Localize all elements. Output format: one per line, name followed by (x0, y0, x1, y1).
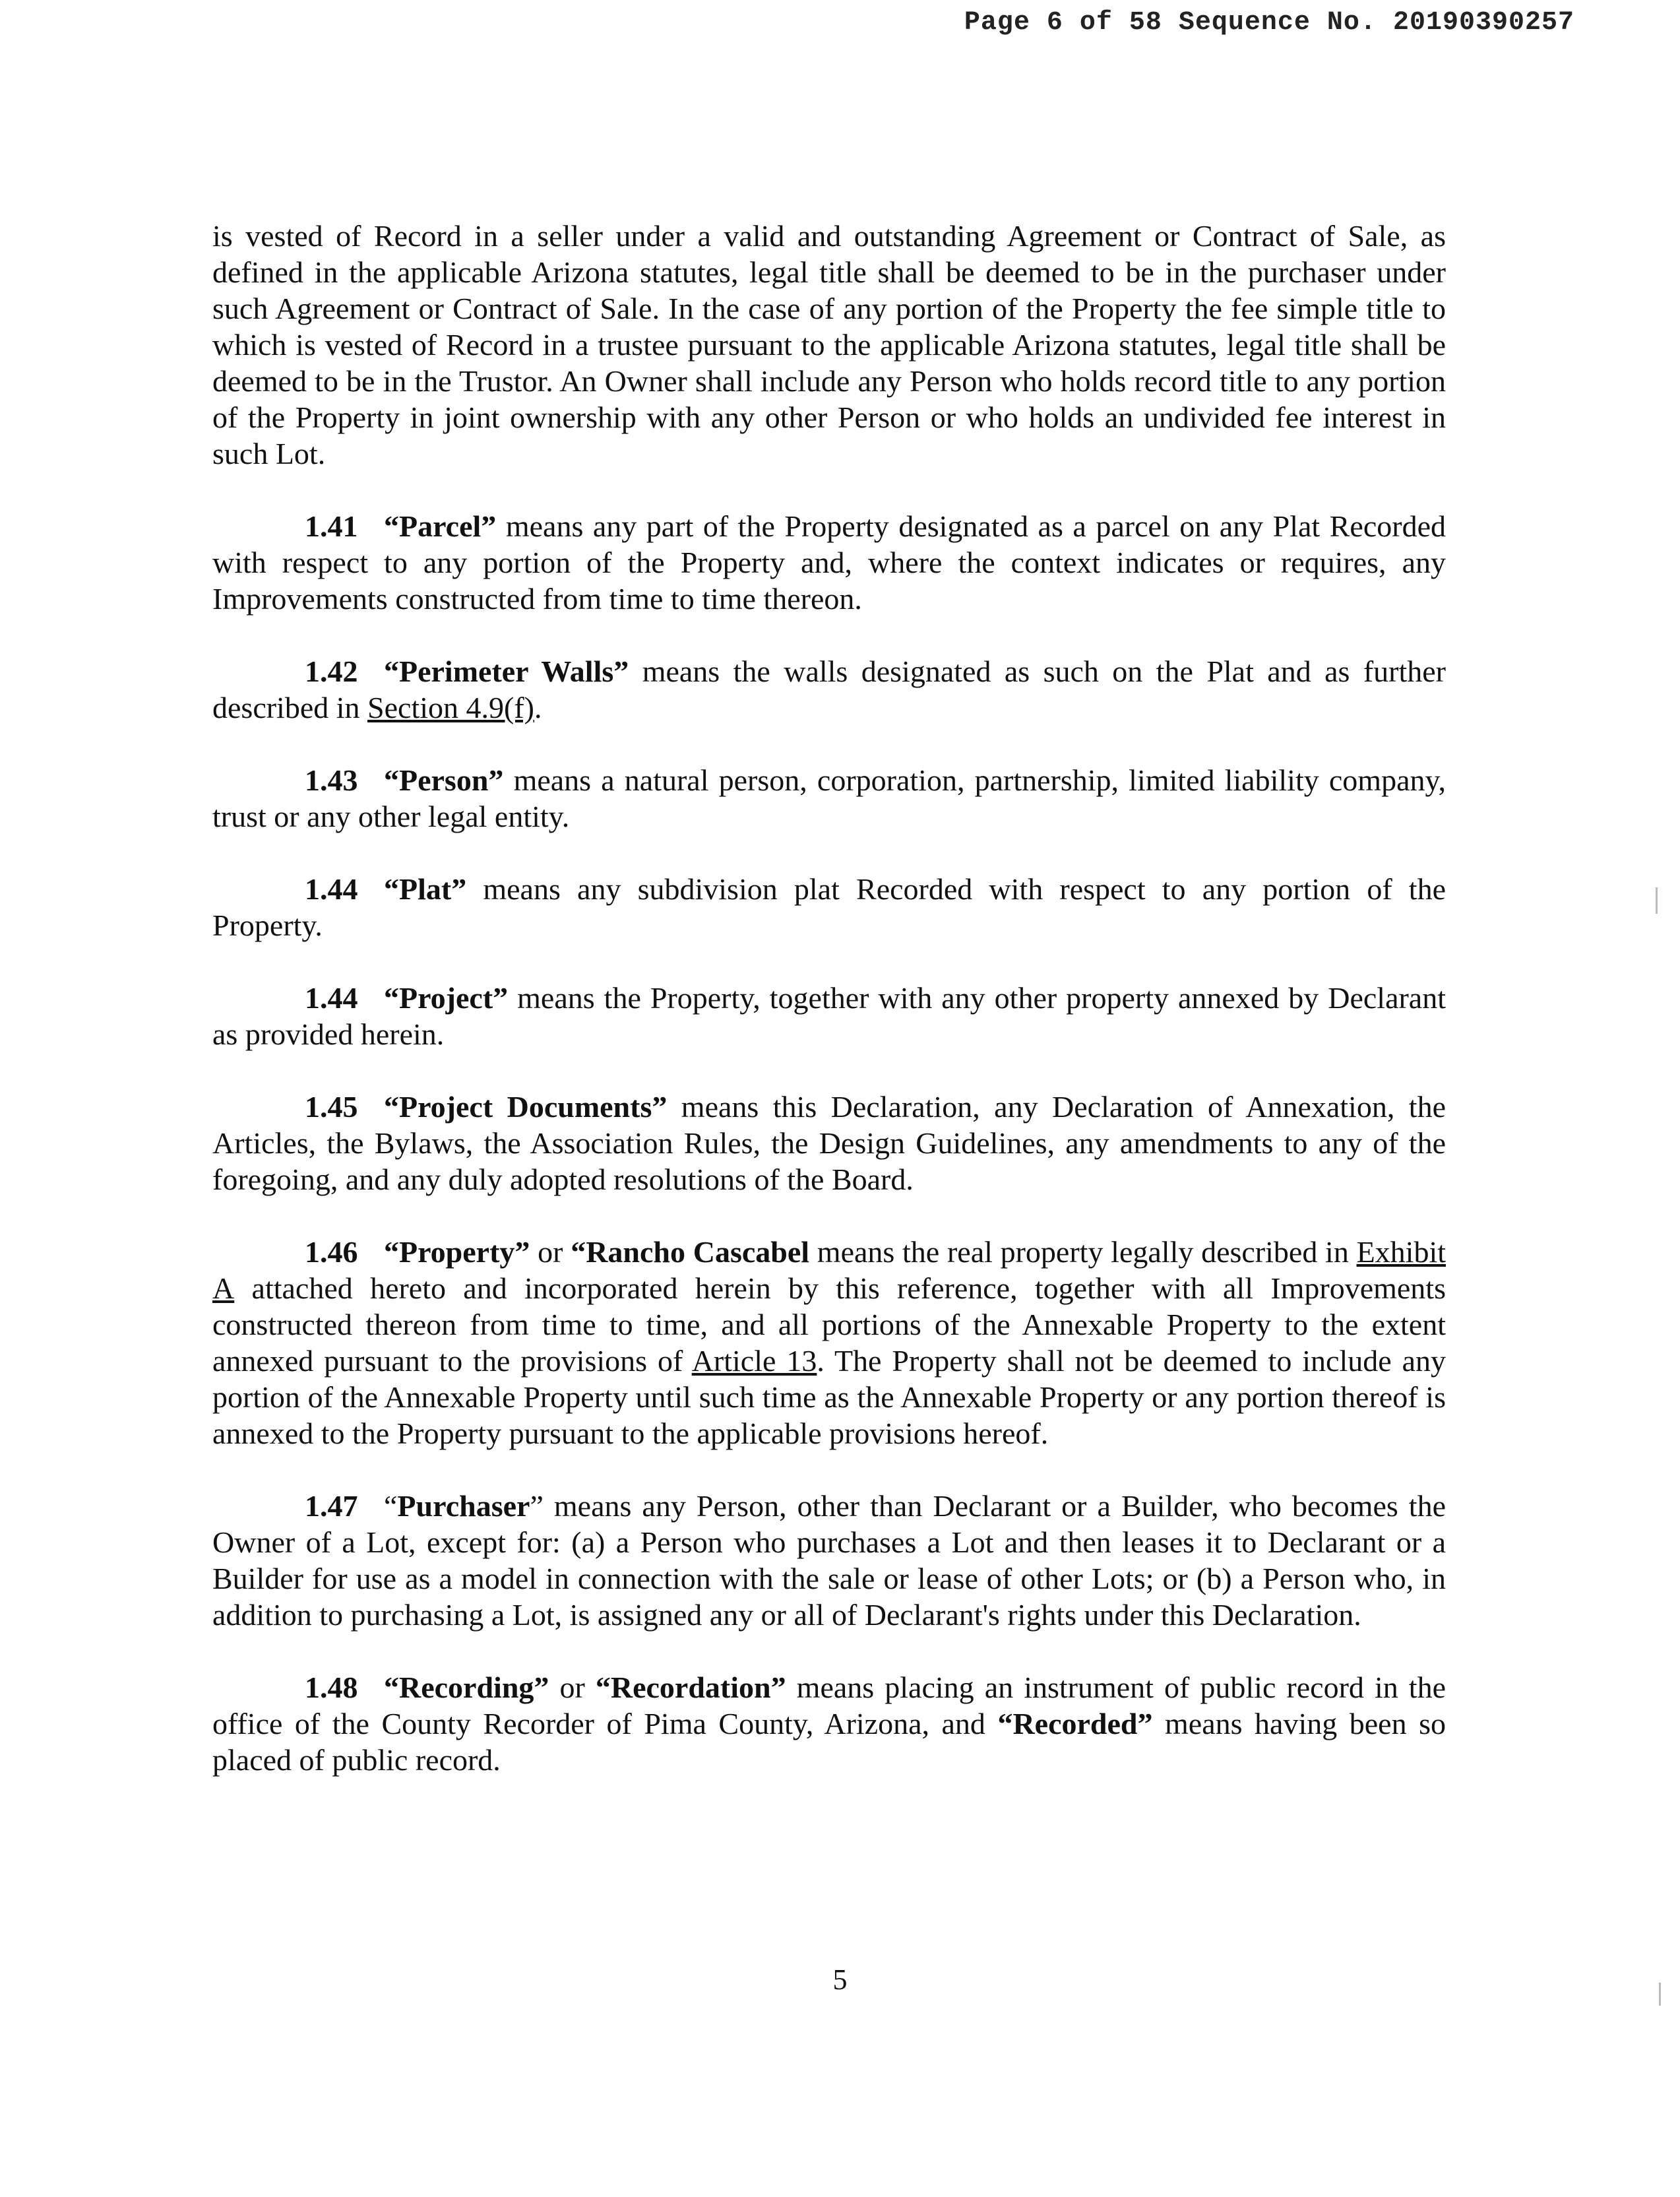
defined-term-alt: “Rancho Cascabel (571, 1235, 810, 1269)
page-header: Page 6 of 58 Sequence No. 20190390257 (964, 8, 1574, 38)
section-1-48 (212, 1669, 1446, 1778)
section-number: 1.45 (305, 1090, 358, 1124)
scan-artifact (1659, 1983, 1661, 2006)
defined-term: Purchaser (397, 1489, 530, 1523)
section-number: 1.44 (305, 981, 358, 1015)
section-1-41 (212, 508, 1446, 617)
definition-tail: . The Property shall not be deemed to include any portion of the Annexable Property until such time as the Annexable Property or any portion thereof is annexed to the Property pursuant to the applicable provisions hereof. (212, 1344, 1447, 1450)
article-reference: Article 13 (691, 1344, 817, 1378)
definition-text: means any subdivision plat Recorded with respect to any portion of the Property. (212, 872, 1446, 942)
defined-term-recorded: “Recorded” (997, 1707, 1153, 1740)
definition-text: means a natural person, corporation, partnership, limited liability company, trust or any other legal entity. (212, 763, 1446, 833)
section-number: 1.48 (305, 1671, 358, 1704)
conjunction: or (549, 1671, 596, 1704)
cross-reference: Section 4.9(f) (367, 691, 534, 724)
conjunction: or (530, 1235, 571, 1269)
section-1-43 (212, 762, 1446, 835)
scan-artifact (1656, 887, 1658, 914)
defined-term-alt: “Recordation” (595, 1671, 786, 1704)
quote-close: ” (530, 1489, 544, 1523)
section-1-45 (212, 1089, 1446, 1197)
section-1-42 (212, 653, 1446, 726)
section-1-47 (212, 1488, 1446, 1633)
section-number: 1.47 (305, 1489, 358, 1523)
definition-text: means the Property, together with any other property annexed by Declarant as provided herein. (212, 981, 1446, 1051)
quote-open: “ (384, 1489, 398, 1523)
definition-tail: . (534, 691, 542, 724)
section-number: 1.43 (305, 763, 358, 797)
defined-term: “Parcel” (384, 509, 497, 543)
definition-tail: means having been so placed of public record. (212, 1707, 1446, 1777)
definition-text: means any part of the Property designated as a parcel on any Plat Recorded with respect to any portion of the Property and, where the context indicates or requires, any Improvements constructed from time to time thereon. (212, 509, 1446, 616)
section-number: 1.41 (305, 509, 358, 543)
definition-text-2: attached hereto and incorporated herein by this reference, together with all Improvements constructed thereon from time to time, and all portions of the Annexable Property to the extent annexed pursuant to the provisions of (212, 1271, 1446, 1378)
defined-term: “Project Documents” (384, 1090, 668, 1124)
definition-text: means any Person, other than Declarant or a Builder, who becomes the Owner of a Lot, except for: (a) a Person who purchases a Lot and then leases it to Declarant or a Builder for use as a model in connection with the sale or lease of other Lots; or (b) a Person who, in addition to purchasing a Lot, is assigned any or all of Declarant's rights under this Declaration. (212, 1489, 1446, 1632)
defined-term: “Recording” (384, 1671, 549, 1704)
defined-term: “Perimeter Walls” (384, 654, 629, 688)
document-body (212, 218, 1446, 1814)
defined-term: “Project” (384, 981, 509, 1015)
defined-term: “Plat” (384, 872, 467, 906)
intro-paragraph: is vested of Record in a seller under a valid and outstanding Agreement or Contract of Sale, as defined in the applicable Arizona statutes, legal title shall be deemed to be in the purchaser under such Agreement or Contract of Sale. In the case of any portion of the Property the fee simple title to which is vested of Record in a trustee pursuant to the applicable Arizona statutes, legal title shall be deemed to be in the Trustor. An Owner shall include any Person who holds record title to any portion of the Property in joint ownership with any other Person or who holds an undivided fee interest in such Lot. (212, 219, 1446, 470)
definition-text: means the real property legally described in (809, 1235, 1357, 1269)
page-number: 5 (832, 1963, 848, 1996)
section-1-44-project (212, 980, 1446, 1052)
definition-text: means the walls designated as such on the Plat and as further described in (212, 654, 1446, 724)
section-number: 1.44 (305, 872, 358, 906)
section-number: 1.42 (305, 654, 358, 688)
exhibit-reference: Exhibit A (212, 1235, 1447, 1305)
defined-term: “Person” (384, 763, 504, 797)
section-1-46 (212, 1234, 1446, 1451)
definition-text: means placing an instrument of public record in the office of the County Recorder of Pima County, Arizona, and (212, 1671, 1446, 1740)
section-1-44-plat (212, 871, 1446, 943)
section-number: 1.46 (305, 1235, 358, 1269)
defined-term: “Property” (384, 1235, 530, 1269)
definition-text: means this Declaration, any Declaration of Annexation, the Articles, the Bylaws, the Association Rules, the Design Guidelines, any amendments to any of the foregoing, and any duly adopted resolutions of the Board. (212, 1090, 1446, 1196)
